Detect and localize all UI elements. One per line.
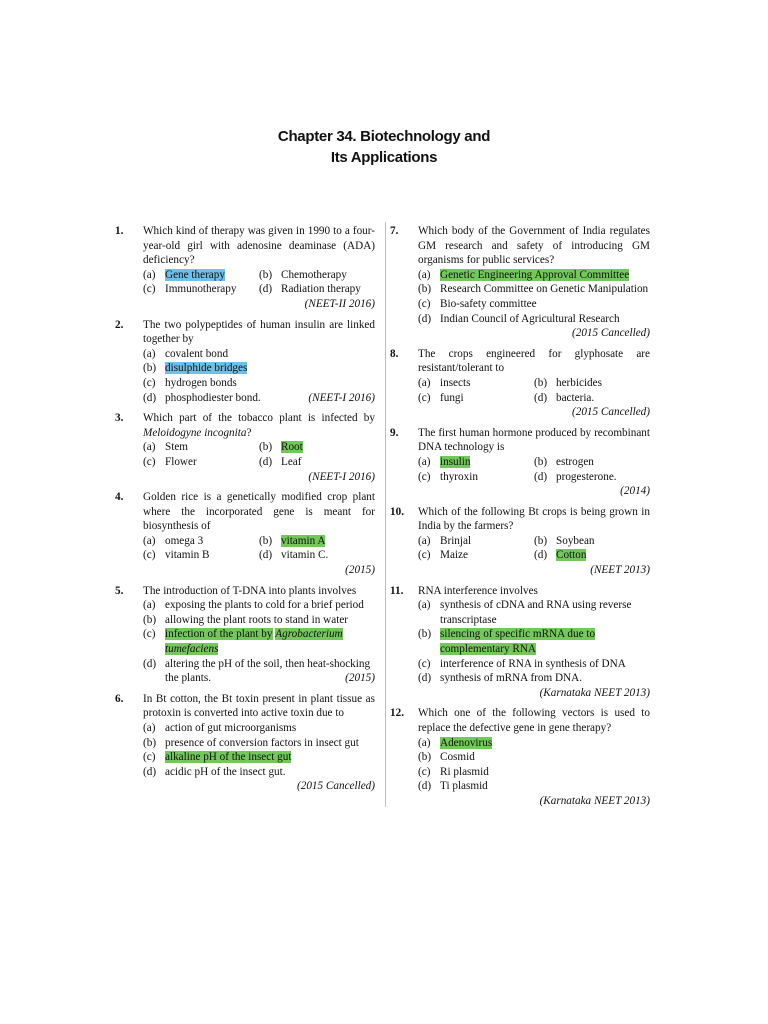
options-list xyxy=(143,440,375,469)
question-source: (NEET-I 2016) xyxy=(308,470,375,483)
question-number: 11. xyxy=(390,584,404,597)
options-row xyxy=(418,548,650,563)
option xyxy=(418,376,534,391)
option-text-wrap xyxy=(165,658,370,685)
option-text-wrap xyxy=(165,722,296,734)
option xyxy=(418,779,650,794)
option-text-wrap xyxy=(165,628,343,655)
options-row xyxy=(418,376,650,391)
option xyxy=(418,671,650,686)
option-text: Ri plasmid xyxy=(440,765,489,778)
option-text: interference of RNA in synthesis of DNA xyxy=(440,657,626,670)
option-text-wrap xyxy=(281,456,302,468)
options-row xyxy=(418,534,650,549)
option-text-wrap xyxy=(556,549,586,561)
option-text-wrap xyxy=(440,269,629,281)
option-label: (b) xyxy=(418,283,432,296)
option-label: (c) xyxy=(143,549,156,562)
question-2 xyxy=(115,318,375,406)
option xyxy=(418,312,650,327)
option-text: synthesis of cDNA and RNA using reverse transcriptase xyxy=(440,599,632,626)
option-label: (a) xyxy=(143,441,156,454)
option-text-wrap xyxy=(440,298,537,310)
option-text: Brinjal xyxy=(440,534,472,547)
option-text: fungi xyxy=(440,391,464,404)
options-list xyxy=(143,534,375,563)
option-text: Immunotherapy xyxy=(165,283,237,296)
option xyxy=(418,297,650,312)
option-text-wrap xyxy=(165,549,209,561)
question-source: (2014) xyxy=(620,485,650,498)
option xyxy=(143,765,375,780)
option-text-wrap xyxy=(440,283,648,295)
option-label: (c) xyxy=(143,376,156,389)
option-label: (b) xyxy=(534,376,548,389)
option-label: (b) xyxy=(534,455,548,468)
option-text-wrap xyxy=(165,269,225,281)
options-row xyxy=(143,534,375,549)
question-source: (Karnataka NEET 2013) xyxy=(539,686,650,699)
question-stem-text: Which one of the following vectors is used to replace the defective gene in gene therapy? xyxy=(418,707,650,734)
options-list xyxy=(143,721,375,779)
option-text-wrap xyxy=(556,377,602,389)
options-list xyxy=(418,268,650,326)
option xyxy=(143,721,375,736)
option-text-wrap xyxy=(440,377,470,389)
option-text-wrap xyxy=(440,737,492,749)
question-number: 6. xyxy=(115,692,124,705)
option-source: (2015) xyxy=(345,672,375,685)
option-text: thyroxin xyxy=(440,470,478,483)
question-11 xyxy=(390,584,650,701)
option-text: infection of the plant by xyxy=(165,628,273,641)
question-source: (2015 Cancelled) xyxy=(572,406,650,419)
option-text: Leaf xyxy=(281,455,302,468)
option xyxy=(418,282,650,297)
option-text-wrap xyxy=(440,535,471,547)
option-text-wrap xyxy=(440,780,488,792)
option-label: (c) xyxy=(418,297,431,310)
question-stem-text: RNA interference involves xyxy=(418,584,538,597)
option xyxy=(259,534,375,549)
option xyxy=(418,470,534,485)
option-label: (a) xyxy=(143,599,156,612)
question-stem xyxy=(418,347,650,376)
option-label: (b) xyxy=(418,751,432,764)
option-label: (d) xyxy=(143,391,157,404)
question-stem xyxy=(418,224,650,268)
option xyxy=(143,440,259,455)
question-stem-text: The introduction of T-DNA into plants involves xyxy=(143,584,357,597)
option-label: (b) xyxy=(259,534,273,547)
options-row xyxy=(143,440,375,455)
option-label: (a) xyxy=(143,534,156,547)
options-list xyxy=(143,598,375,686)
option-label: (b) xyxy=(259,268,273,281)
option-text-wrap xyxy=(440,471,478,483)
question-9 xyxy=(390,426,650,499)
question-source: (2015) xyxy=(345,564,375,577)
option xyxy=(418,736,650,751)
option xyxy=(259,455,375,470)
question-number: 8. xyxy=(390,347,399,360)
option-text: action of gut microorganisms xyxy=(165,722,297,734)
option-text-wrap xyxy=(165,283,236,295)
option-text-wrap xyxy=(556,471,617,483)
question-stem-text: Golden rice is a genetically modified crop plant where the incorporated gene is meant for biosynthesis of xyxy=(143,491,375,533)
option-text: herbicides xyxy=(556,376,602,389)
option-text: Adenovirus xyxy=(440,736,493,749)
option-label: (a) xyxy=(418,736,431,749)
option-text-wrap xyxy=(440,628,595,655)
question-3 xyxy=(115,411,375,484)
question-stem xyxy=(143,490,375,534)
question-number: 10. xyxy=(390,505,404,518)
option-text: presence of conversion factors in insect gut xyxy=(165,736,359,749)
option-label: (d) xyxy=(143,765,157,778)
options-list xyxy=(418,455,650,484)
option-label: (c) xyxy=(418,657,431,670)
question-source: (Karnataka NEET 2013) xyxy=(539,794,650,807)
options-row xyxy=(143,548,375,563)
option xyxy=(418,268,650,283)
question-source: (NEET 2013) xyxy=(590,564,650,577)
question-8 xyxy=(390,347,650,420)
question-7 xyxy=(390,224,650,341)
option-label: (d) xyxy=(259,283,273,296)
option-label: (a) xyxy=(418,599,431,612)
option-label: (b) xyxy=(143,362,157,375)
chapter-title xyxy=(0,126,768,168)
question-10 xyxy=(390,505,650,578)
question-stem-text: Which body of the Government of India regulates GM research and safety of introducing GM organisms for public services? xyxy=(418,225,650,267)
option-text: acidic pH of the insect gut. xyxy=(165,765,286,778)
option-text-wrap xyxy=(556,456,594,468)
options-list xyxy=(418,736,650,794)
option-text-wrap xyxy=(440,599,631,626)
option-label: (c) xyxy=(418,765,431,778)
option-label: (a) xyxy=(418,376,431,389)
left-column xyxy=(115,224,375,800)
question-stem-text: The two polypeptides of human insulin are linked together by xyxy=(143,318,375,346)
question-stem xyxy=(143,584,375,599)
option-text: Root xyxy=(281,441,303,454)
option-label: (c) xyxy=(418,470,431,483)
option-text-wrap xyxy=(556,535,595,547)
options-row xyxy=(143,455,375,470)
option xyxy=(418,765,650,780)
option-text: Gene therapy xyxy=(165,268,225,281)
question-stem xyxy=(418,426,650,455)
option-text: phosphodiester bond. xyxy=(165,391,261,404)
option-text: silencing of specific mRNA due to complementary RNA xyxy=(440,628,596,656)
option-text-wrap xyxy=(165,392,261,404)
option-label: (d) xyxy=(418,780,432,793)
option-text-wrap xyxy=(281,441,303,453)
option xyxy=(534,534,650,549)
question-stem-text: Which part of the tobacco plant is infected by xyxy=(143,412,375,425)
option-text-wrap xyxy=(165,614,348,626)
option-text: Chemotherapy xyxy=(281,268,347,281)
option-text: vitamin C. xyxy=(281,549,329,562)
option-text: Research Committee on Genetic Manipulation xyxy=(440,283,649,296)
option-text: Indian Council of Agricultural Research xyxy=(440,312,620,325)
option-text-wrap xyxy=(281,549,328,561)
options-row xyxy=(143,268,375,283)
question-12 xyxy=(390,706,650,808)
option-text: Radiation therapy xyxy=(281,283,361,296)
options-row xyxy=(418,455,650,470)
option-text-italic: Agrobacterium tumefaciens xyxy=(165,628,343,656)
option xyxy=(143,736,375,751)
option xyxy=(418,455,534,470)
option xyxy=(259,548,375,563)
option xyxy=(259,282,375,297)
option-text: Bio-safety committee xyxy=(440,297,537,310)
option-text: allowing the plant roots to stand in water xyxy=(165,613,349,626)
question-number: 7. xyxy=(390,225,399,237)
option xyxy=(534,391,650,406)
option-label: (b) xyxy=(143,613,157,626)
option-text: altering the pH of the soil, then heat-shocking the plants. xyxy=(165,657,371,685)
option-label: (a) xyxy=(418,268,431,281)
option-text-wrap xyxy=(165,737,359,749)
option-text: insects xyxy=(440,376,471,389)
option-label: (a) xyxy=(143,347,156,360)
question-number: 5. xyxy=(115,584,124,597)
option xyxy=(143,548,259,563)
option-label: (d) xyxy=(534,391,548,404)
option-label: (d) xyxy=(418,312,432,325)
right-column xyxy=(390,224,650,815)
options-list xyxy=(418,534,650,563)
option-label: (c) xyxy=(143,455,156,468)
option-text-wrap xyxy=(281,283,361,295)
option-label: (c) xyxy=(418,391,431,404)
option-label: (d) xyxy=(259,549,273,562)
option xyxy=(143,347,375,362)
option-text: Cotton xyxy=(556,549,587,562)
option xyxy=(534,455,650,470)
option-text-wrap xyxy=(440,456,470,468)
option xyxy=(418,391,534,406)
question-stem-end: ? xyxy=(246,426,252,439)
option xyxy=(259,440,375,455)
option-label: (d) xyxy=(143,657,157,670)
question-stem-text: Which of the following Bt crops is being grown in India by the farmers? xyxy=(418,505,650,533)
option-text: vitamin B xyxy=(165,549,210,562)
option-text: bacteria. xyxy=(556,391,595,404)
question-stem xyxy=(418,584,650,599)
option-text: covalent bond xyxy=(165,347,229,360)
options-row xyxy=(418,470,650,485)
option xyxy=(418,534,534,549)
option-text-wrap xyxy=(440,313,620,325)
question-stem-text: The crops engineered for glyphosate are resistant/tolerant to xyxy=(418,347,650,375)
option xyxy=(143,268,259,283)
question-1 xyxy=(115,224,375,312)
option-text: Ti plasmid xyxy=(440,780,488,793)
option-text: progesterone. xyxy=(556,470,617,483)
option-text-wrap xyxy=(281,269,347,281)
question-4 xyxy=(115,490,375,578)
column-divider xyxy=(385,222,386,807)
option-label: (c) xyxy=(143,751,156,764)
option xyxy=(143,598,375,613)
question-5 xyxy=(115,584,375,686)
option-text: Flower xyxy=(165,455,197,468)
option-text: hydrogen bonds xyxy=(165,376,237,389)
question-source: (2015 Cancelled) xyxy=(297,780,375,793)
question-source: (2015 Cancelled) xyxy=(572,327,650,340)
option xyxy=(143,613,375,628)
option-label: (b) xyxy=(259,441,273,454)
option-text: Stem xyxy=(165,441,188,454)
option xyxy=(143,282,259,297)
option-text: omega 3 xyxy=(165,534,204,547)
options-list xyxy=(143,347,375,405)
option-label: (a) xyxy=(143,722,156,734)
option xyxy=(418,598,650,627)
question-number: 1. xyxy=(115,225,124,237)
option-text: exposing the plants to cold for a brief period xyxy=(165,599,364,612)
option-text-wrap xyxy=(440,672,582,684)
option-text-wrap xyxy=(165,441,188,453)
question-stem-text: The first human hormone produced by recombinant DNA technology is xyxy=(418,426,650,454)
option-label: (c) xyxy=(143,283,156,296)
option-label: (a) xyxy=(418,455,431,468)
options-list xyxy=(418,376,650,405)
option-text-wrap xyxy=(281,535,325,547)
option xyxy=(259,268,375,283)
chapter-title-line-2: Its Applications xyxy=(330,149,438,166)
question-stem xyxy=(418,505,650,534)
options-list xyxy=(143,268,375,297)
option-label: (d) xyxy=(534,470,548,483)
option xyxy=(534,548,650,563)
question-stem xyxy=(143,411,375,440)
option-text-wrap xyxy=(440,549,468,561)
question-stem-text: Which kind of therapy was given in 1990 to a four-year-old girl with adenosine deaminase (ADA) deficiency? xyxy=(143,225,375,267)
option-text-wrap xyxy=(165,751,291,763)
option-text-wrap xyxy=(165,348,228,360)
option xyxy=(143,657,375,686)
option-text: Cosmid xyxy=(440,751,475,764)
option-text: estrogen xyxy=(556,455,594,468)
option-text-wrap xyxy=(165,766,286,778)
option-source: (NEET-I 2016) xyxy=(308,391,375,404)
option-text: synthesis of mRNA from DNA. xyxy=(440,672,583,685)
option xyxy=(143,361,375,376)
option-text-wrap xyxy=(165,599,364,611)
option xyxy=(418,750,650,765)
option-label: (c) xyxy=(418,549,431,562)
option xyxy=(143,391,375,406)
option xyxy=(143,455,259,470)
option xyxy=(143,750,375,765)
option xyxy=(143,376,375,391)
option-text-wrap xyxy=(165,535,203,547)
question-stem xyxy=(143,224,375,268)
option-label: (a) xyxy=(143,268,156,281)
question-number: 4. xyxy=(115,491,124,504)
question-number: 9. xyxy=(390,426,399,439)
option-text: Soybean xyxy=(556,534,595,547)
option-text: insulin xyxy=(440,455,471,468)
question-number: 12. xyxy=(390,707,404,720)
option xyxy=(534,470,650,485)
option-text: vitamin A xyxy=(281,534,326,547)
option-text: Maize xyxy=(440,549,468,562)
option-text: alkaline pH of the insect gut xyxy=(165,751,292,764)
question-stem xyxy=(418,706,650,735)
option xyxy=(143,627,375,656)
option-label: (a) xyxy=(418,534,431,547)
question-stem-species: Meloidogyne incognita xyxy=(143,426,247,439)
option-text-wrap xyxy=(165,456,197,468)
option-label: (b) xyxy=(418,628,432,641)
option-text-wrap xyxy=(440,392,464,404)
option xyxy=(143,534,259,549)
question-number: 2. xyxy=(115,318,124,331)
option-label: (b) xyxy=(143,736,157,749)
option xyxy=(418,657,650,672)
option-text-wrap xyxy=(440,766,489,778)
options-row xyxy=(418,391,650,406)
option xyxy=(418,627,650,656)
question-stem xyxy=(143,692,375,721)
option-text-wrap xyxy=(165,362,247,374)
option-label: (c) xyxy=(143,628,156,641)
option xyxy=(418,548,534,563)
question-source: (NEET-II 2016) xyxy=(304,297,375,310)
question-number: 3. xyxy=(115,412,124,425)
option-text-wrap xyxy=(440,751,475,763)
option-label: (d) xyxy=(259,455,273,468)
option-label: (b) xyxy=(534,534,548,547)
question-stem-text: In Bt cotton, the Bt toxin present in plant tissue as protoxin is converted into active toxin due to xyxy=(143,692,375,720)
question-6 xyxy=(115,692,375,794)
option-label: (d) xyxy=(418,672,432,685)
options-row xyxy=(143,282,375,297)
chapter-title-line-1: Chapter 34. Biotechnology and xyxy=(277,128,491,145)
option-label: (d) xyxy=(534,549,548,562)
option-text-wrap xyxy=(440,658,626,670)
option xyxy=(534,376,650,391)
option-text: disulphide bridges xyxy=(165,362,248,375)
options-list xyxy=(418,598,650,686)
option-text-wrap xyxy=(165,377,237,389)
question-stem xyxy=(143,318,375,347)
option-text: Genetic Engineering Approval Committee xyxy=(440,268,630,281)
option-text-wrap xyxy=(556,392,594,404)
